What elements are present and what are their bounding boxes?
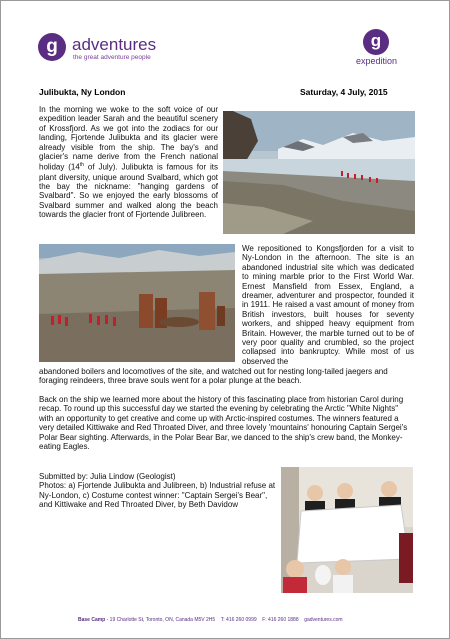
paragraph-morning: [39, 105, 218, 220]
brand-name: adventures: [72, 35, 157, 54]
expedition-logo-letter: g: [370, 31, 382, 50]
location-title: Julibukta, Ny London: [39, 87, 126, 97]
costume-party-photo: [281, 467, 413, 593]
submitted-by: Submitted by: Julia Lindow (Geologist): [39, 472, 176, 481]
paragraph-ny-london-continued: abandoned boilers and locomotives of the site, and watched out for nesting long-tailed jaegers and foraging reindeers, three brave souls went for a polar plunge at the beach.: [39, 367, 388, 386]
photos-credit: Photos: a) Fjortende Julibukta and Julibreen, b) Industrial refuse at Ny-London, c) Costume contest winner: "Captain Sergei's Bear", and Kittiwake and Red Throated Diver, by Beth Davidow: [39, 481, 276, 510]
brand-tagline: the great adventure people: [73, 54, 151, 61]
glacier-landscape-photo: [223, 111, 415, 234]
footer-phone: T: 416 260 0999: [220, 617, 257, 623]
expedition-logo-icon: [363, 29, 389, 55]
industrial-ruins-photo: [39, 244, 235, 362]
footer-company: Base Camp: [78, 617, 106, 623]
paragraph-evening: Back on the ship we learned more about the history of this fascinating place from historian Carol during recap. To round up this successful day we started the evening by celebrating the Arctic "White Nights" with an opportunity to get creative and come up with Arctic-inspired costumes. The winners featured a very detailed Kittiwake and Red Throated Diver, and three lovely 'mountains' honouring Captain Sergei's Polar Bear sighting. Afterwards, in the Polar Bear Bar, we danced to the ship's crew band, the Monkey-eating Eagles.: [39, 395, 408, 452]
logo-letter: g: [46, 36, 58, 57]
credits-block: [39, 472, 279, 510]
paragraph-morning-part1: In the morning we woke to the soft voice of our expedition leader Sarah and the beautiful scenery of Krossfjord. As we got into the zodiacs for our landing, Fjortende Julibukta and its glacier were already visible from the ship. The bay's and glacier's name derive from the French national holiday (14: [39, 105, 218, 173]
date-title: Saturday, 4 July, 2015: [300, 87, 388, 97]
footer-address: - 19 Charlotte St, Toronto, ON, Canada M5V 2H5: [105, 617, 216, 623]
paragraph-ny-london: We repositioned to Kongsfjorden for a visit to Ny-London in the afternoon. The site is an abandoned industrial site which was dedicated to mining marble prior to the First World War. Ernest Mansfield from Essex, England, a dreamer, adventurer and prospector, founded it in 1911. He raised a vast amount of money from British investors, built houses for seventy workers, and shipped heavy equipment from Britain. However, the marble turned out to be of very poor quality and crumbled, so the project collapsed into bankruptcy. While most of us observed the: [242, 244, 414, 366]
footer-website-link[interactable]: gadventures.com: [304, 617, 343, 623]
footer-fax: F: 416 260 1888: [262, 617, 299, 623]
expedition-label: expedition: [356, 56, 398, 66]
paragraph-morning-part2: of July). Julibukta is famous for its plant diversity, unique around Svalbard, which got the bay the nickname: "hanging gardens of Svalbard". So we enjoyed the early blossoms of Svalbard summer and walked along the beach towards the glacier front of Fjortende Julibreen.: [39, 163, 219, 220]
g-adventures-logo-icon: [38, 33, 66, 61]
superscript-th: th: [79, 162, 84, 169]
footer-contact: [78, 617, 343, 623]
